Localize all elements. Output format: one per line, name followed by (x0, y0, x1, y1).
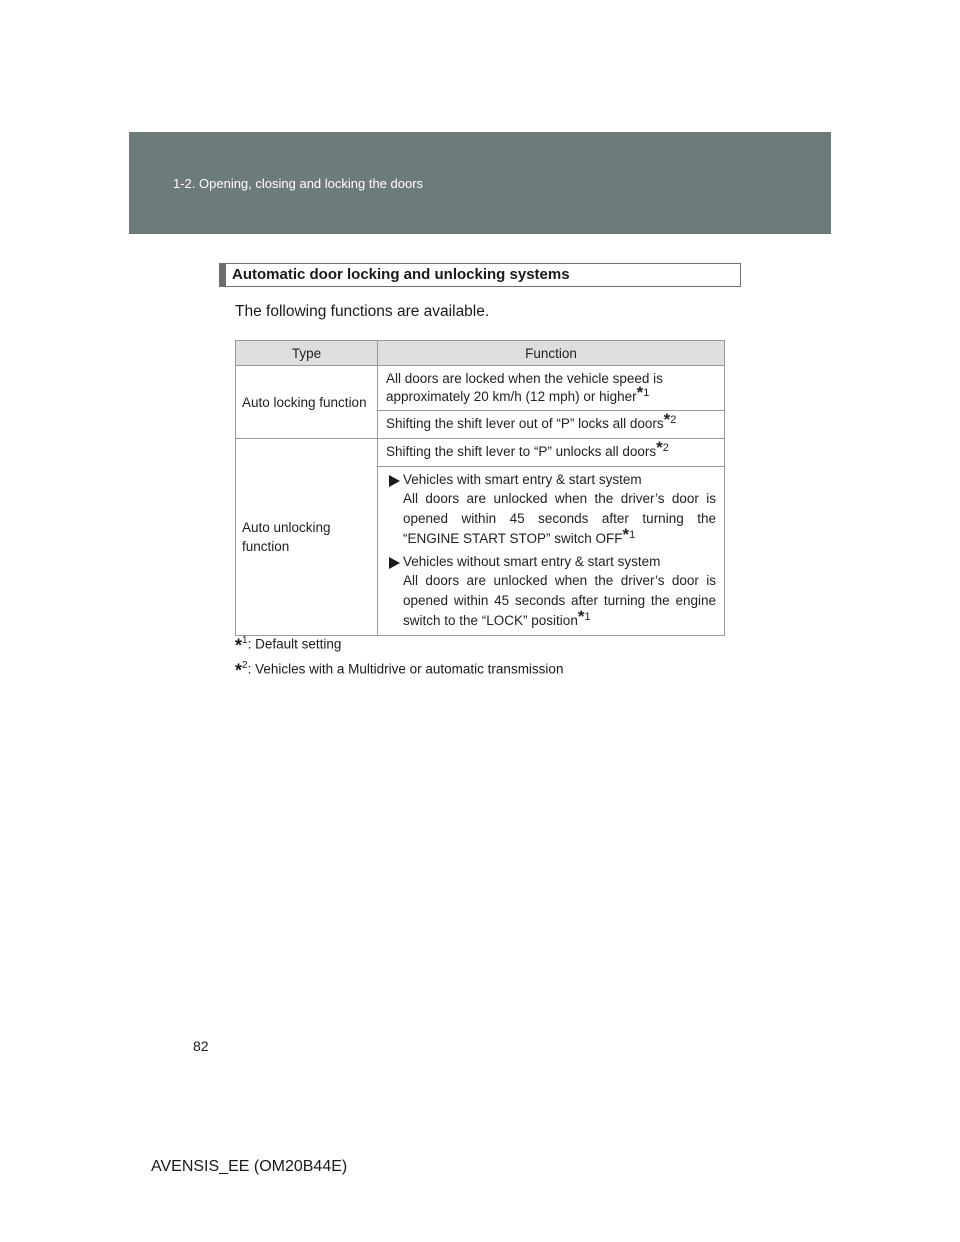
variant-description: All doors are unlocked when the driver’s door is opened within 45 seconds after turning the engine switch to the “LOCK” position$^{*1}$ (403, 573, 716, 628)
triangle-bullet-icon (389, 557, 400, 569)
type-auto-unlocking: Auto unlocking function (236, 439, 378, 636)
column-header-type: Type (236, 341, 378, 366)
intro-text: The following functions are available. (235, 303, 490, 320)
column-header-function: Function (378, 341, 725, 366)
variant-title: Vehicles with smart entry & start system (403, 472, 642, 487)
function-cell: Shifting the shift lever out of “P” locks all doors$^{*2}$ (378, 411, 725, 439)
no-smart-entry-variant (378, 553, 716, 571)
function-cell: Shifting the shift lever to “P” unlocks all doors$^{*2}$ (378, 439, 725, 467)
footnote-item: *$^1$: Default setting (235, 635, 342, 656)
variant-description: All doors are unlocked when the driver’s door is opened within 45 seconds after turning the “ENGINE START STOP” switch OFF$^{*1}$ (403, 491, 716, 546)
page-header-band (129, 132, 831, 234)
footnote-item: *$^2$: Vehicles with a Multidrive or automatic transmission (235, 659, 564, 680)
table-row (236, 366, 725, 411)
heading-accent-bar (220, 264, 226, 286)
functions-table (235, 340, 725, 636)
function-cell: All doors are locked when the vehicle speed is approximately 20 km/h (12 mph) or higher$^{*1}$ (378, 366, 725, 411)
page-number: 82 (193, 1038, 209, 1054)
function-cell (378, 467, 725, 636)
section-heading-box (219, 263, 741, 287)
footnote-ref: 1 (584, 610, 591, 623)
function-text: Shifting the shift lever out of “P” locks all doors (386, 416, 664, 431)
footnote-ref: 1 (629, 528, 636, 541)
footnote-ref: 2 (670, 413, 677, 426)
table-header-row (236, 341, 725, 366)
triangle-bullet-icon (389, 475, 400, 487)
function-text: Shifting the shift lever to “P” unlocks all doors (386, 444, 657, 459)
footnote-ref: 2 (662, 441, 669, 454)
function-text: All doors are locked when the vehicle speed is approximately 20 km/h (12 mph) or higher (386, 371, 663, 404)
section-breadcrumb: 1-2. Opening, closing and locking the doors (173, 176, 424, 191)
footnotes (235, 631, 563, 680)
smart-entry-variant (378, 471, 716, 489)
document-code: AVENSIS_EE (OM20B44E) (151, 1158, 348, 1175)
variant-title: Vehicles without smart entry & start system (403, 554, 661, 569)
footnote-ref: 1 (643, 386, 650, 399)
section-heading: Automatic door locking and unlocking systems (232, 266, 570, 283)
type-auto-locking: Auto locking function (236, 366, 378, 439)
table-row (236, 439, 725, 467)
